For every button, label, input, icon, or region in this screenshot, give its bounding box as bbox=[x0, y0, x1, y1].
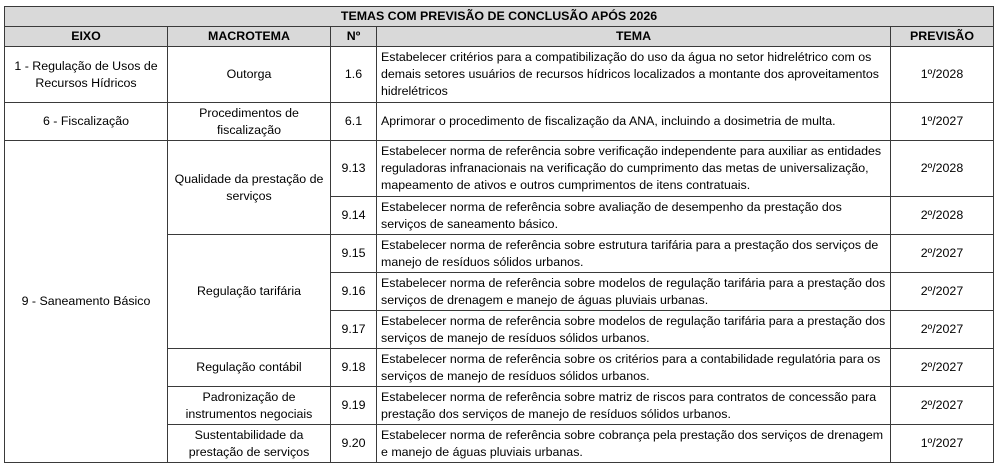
numero-cell: 9.16 bbox=[331, 273, 377, 311]
numero-cell: 9.19 bbox=[331, 387, 377, 425]
numero-cell: 6.1 bbox=[331, 103, 377, 141]
previsao-cell: 2º/2028 bbox=[891, 197, 994, 235]
previsao-cell: 2º/2028 bbox=[891, 141, 994, 197]
tema-cell: Estabelecer critérios para a compatibilização do uso da água no setor hidrelétrico com os demais setores usuários de recursos hídricos localizados a montante dos aproveitamentos hidrelétricos bbox=[377, 47, 891, 103]
previsao-cell: 1º/2028 bbox=[891, 47, 994, 103]
eixo-cell: 6 - Fiscalização bbox=[5, 103, 168, 141]
tema-cell: Estabelecer norma de referência sobre os critérios para a contabilidade regulatória para os serviços de manejo de resíduos sólidos urbanos. bbox=[377, 349, 891, 387]
macrotema-cell: Regulação tarifária bbox=[168, 235, 331, 349]
previsao-cell: 2º/2027 bbox=[891, 311, 994, 349]
table-title: TEMAS COM PREVISÃO DE CONCLUSÃO APÓS 2026 bbox=[5, 7, 994, 27]
tema-cell: Estabelecer norma de referência sobre estrutura tarifária para a prestação dos serviços de manejo de resíduos sólidos urbanos. bbox=[377, 235, 891, 273]
table-row bbox=[5, 103, 994, 141]
macrotema-cell: Padronização de instrumentos negociais bbox=[168, 387, 331, 425]
macrotema-cell: Qualidade da prestação de serviços bbox=[168, 141, 331, 235]
previsao-cell: 1º/2027 bbox=[891, 103, 994, 141]
previsao-cell: 2º/2027 bbox=[891, 273, 994, 311]
tema-cell: Estabelecer norma de referência sobre verificação independente para auxiliar as entidades reguladoras infranacionais na verificação do cumprimento das metas de universalização, mapeamento de ativos e outros cumprimentos de itens contratuais. bbox=[377, 141, 891, 197]
numero-cell: 9.20 bbox=[331, 425, 377, 463]
tema-cell: Aprimorar o procedimento de fiscalização da ANA, incluindo a dosimetria de multa. bbox=[377, 103, 891, 141]
header-tema: TEMA bbox=[377, 27, 891, 47]
table-row bbox=[5, 47, 994, 103]
numero-cell: 9.15 bbox=[331, 235, 377, 273]
numero-cell: 9.13 bbox=[331, 141, 377, 197]
numero-cell: 9.17 bbox=[331, 311, 377, 349]
numero-cell: 9.14 bbox=[331, 197, 377, 235]
macrotema-cell: Outorga bbox=[168, 47, 331, 103]
themes-table bbox=[4, 6, 994, 463]
tema-cell: Estabelecer norma de referência sobre modelos de regulação tarifária para a prestação dos serviços de drenagem e manejo de águas pluviais urbanas. bbox=[377, 273, 891, 311]
previsao-cell: 2º/2027 bbox=[891, 349, 994, 387]
eixo-cell: 1 - Regulação de Usos de Recursos Hídricos bbox=[5, 47, 168, 103]
macrotema-cell: Sustentabilidade da prestação de serviços bbox=[168, 425, 331, 463]
header-macrotema: MACROTEMA bbox=[168, 27, 331, 47]
macrotema-cell: Regulação contábil bbox=[168, 349, 331, 387]
numero-cell: 9.18 bbox=[331, 349, 377, 387]
numero-cell: 1.6 bbox=[331, 47, 377, 103]
macrotema-cell: Procedimentos de fiscalização bbox=[168, 103, 331, 141]
tema-cell: Estabelecer norma de referência sobre avaliação de desempenho da prestação dos serviços de saneamento básico. bbox=[377, 197, 891, 235]
tema-cell: Estabelecer norma de referência sobre cobrança pela prestação dos serviços de drenagem e manejo de águas pluviais urbanas. bbox=[377, 425, 891, 463]
previsao-cell: 2º/2027 bbox=[891, 387, 994, 425]
header-previsao: PREVISÃO bbox=[891, 27, 994, 47]
previsao-cell: 2º/2027 bbox=[891, 235, 994, 273]
header-numero: Nº bbox=[331, 27, 377, 47]
previsao-cell: 1º/2027 bbox=[891, 425, 994, 463]
header-eixo: EIXO bbox=[5, 27, 168, 47]
eixo-cell: 9 - Saneamento Básico bbox=[5, 141, 168, 463]
tema-cell: Estabelecer norma de referência sobre modelos de regulação tarifária para a prestação dos serviços de manejo de resíduos sólidos urbanos. bbox=[377, 311, 891, 349]
table-row bbox=[5, 141, 994, 197]
tema-cell: Estabelecer norma de referência sobre matriz de riscos para contratos de concessão para prestação dos serviços de manejo de resíduos sólidos urbanos. bbox=[377, 387, 891, 425]
